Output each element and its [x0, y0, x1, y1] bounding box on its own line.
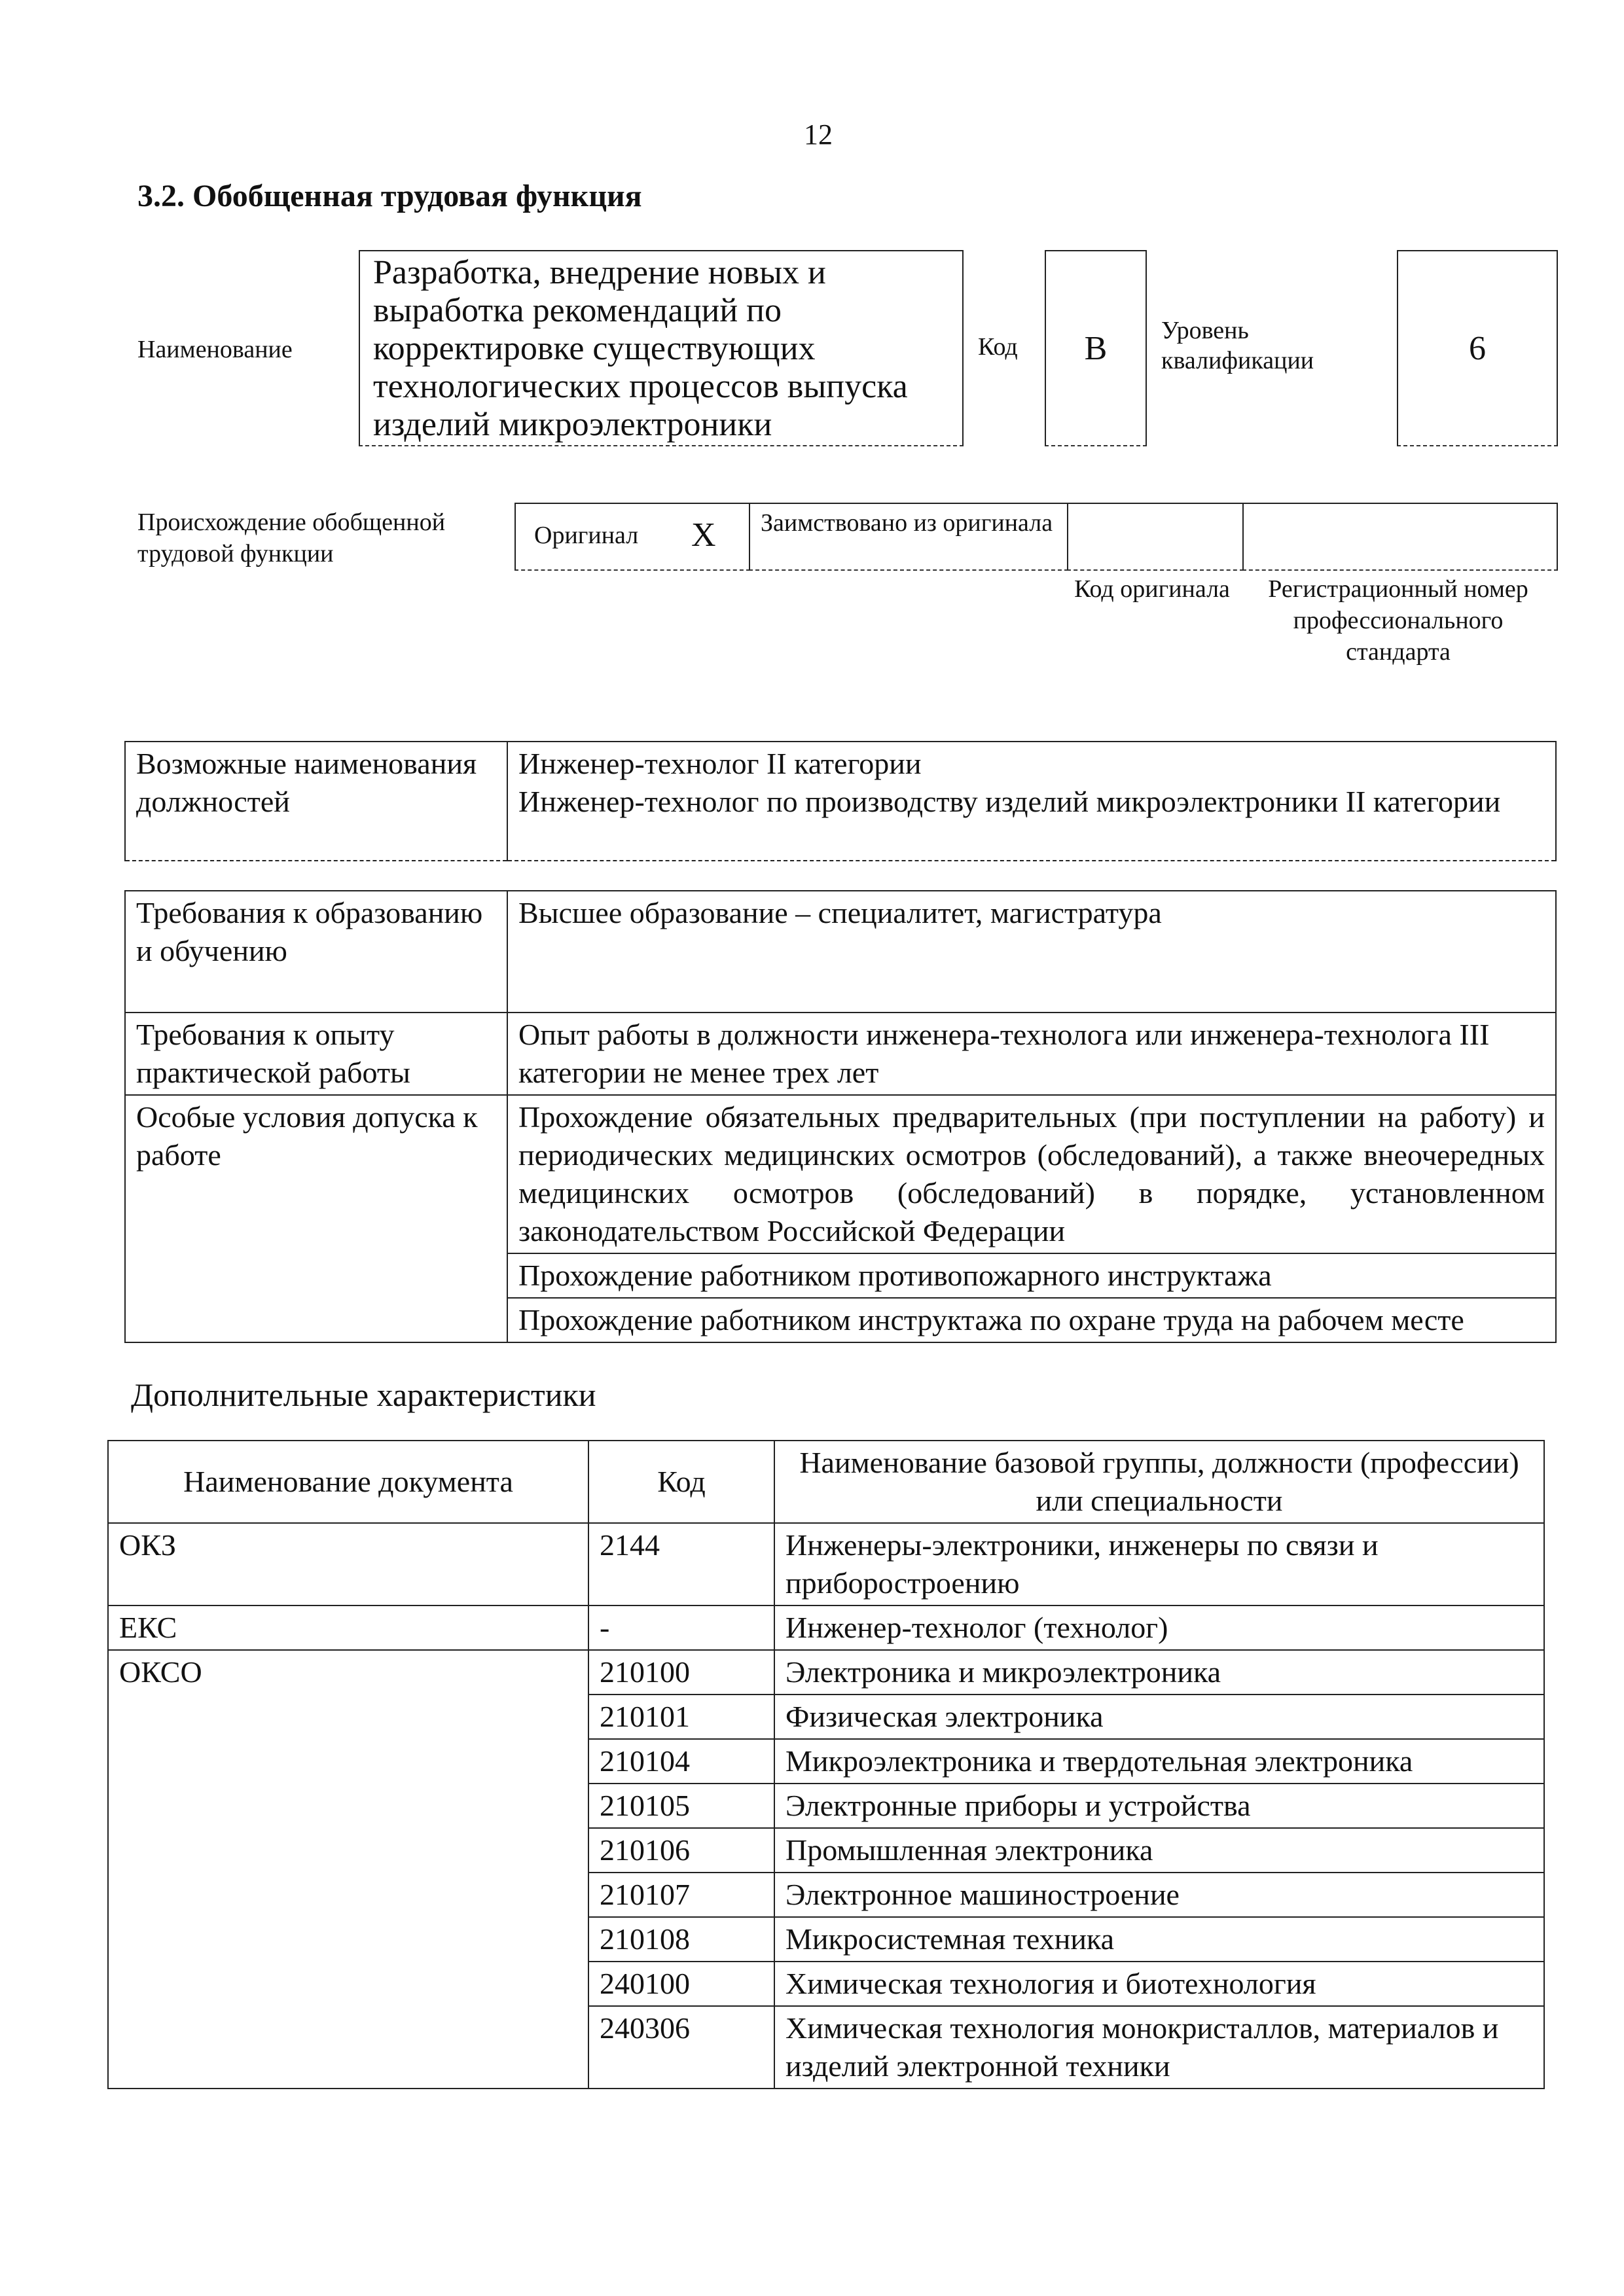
okso-name: Электронное машиностроение — [774, 1873, 1544, 1917]
positions-label: Возможные наименования должностей — [125, 742, 507, 861]
positions-values — [507, 742, 1556, 861]
position-item: Инженер-технолог по производству изделий микроэлектроники II категории — [518, 785, 1501, 818]
original-code-caption: Код оригинала — [1074, 575, 1230, 603]
okso-code: 210106 — [588, 1828, 774, 1873]
page-number: 12 — [804, 118, 833, 151]
header-name: Наименование базовой группы, должности (профессии) или специальности — [774, 1441, 1544, 1523]
okso-name: Физическая электроника — [774, 1695, 1544, 1739]
okso-name: Микросистемная техника — [774, 1917, 1544, 1962]
origin-label: Происхождение обобщенной трудовой функции — [137, 509, 446, 567]
okso-name: Микроэлектроника и твердотельная электроника — [774, 1739, 1544, 1784]
original-mark: X — [691, 516, 716, 554]
condition-item: Прохождение работником противопожарного инструктажа — [507, 1253, 1556, 1298]
okso-code: 240100 — [588, 1962, 774, 2006]
borrowed-label: Заимствовано из оригинала — [749, 503, 1068, 571]
okz-code: 2144 — [588, 1523, 774, 1605]
additional-title: Дополнительные характеристики — [131, 1376, 596, 1413]
header-code: Код — [588, 1441, 774, 1523]
original-code-cell — [1067, 503, 1244, 571]
conditions-label: Особые условия допуска к работе — [125, 1095, 507, 1342]
original-label: Оригинал — [534, 522, 639, 549]
okso-code: 210105 — [588, 1784, 774, 1828]
okso-name: Промышленная электроника — [774, 1828, 1544, 1873]
level-value: 6 — [1397, 250, 1558, 446]
code-value: В — [1045, 250, 1147, 446]
okso-doc: ОКСО — [108, 1650, 588, 2089]
okso-code: 240306 — [588, 2006, 774, 2089]
okz-doc: ОКЗ — [108, 1523, 588, 1605]
eks-name: Инженер-технолог (технолог) — [774, 1605, 1544, 1650]
experience-value: Опыт работы в должности инженера-технолога или инженера-технолога III категории не менее трех лет — [507, 1013, 1556, 1095]
okso-code: 210107 — [588, 1873, 774, 1917]
header-doc: Наименование документа — [108, 1441, 588, 1523]
okso-code: 210101 — [588, 1695, 774, 1739]
okso-code: 210104 — [588, 1739, 774, 1784]
position-item: Инженер-технолог II категории — [518, 747, 922, 780]
code-label: Код — [978, 333, 1018, 361]
name-label: Наименование — [137, 336, 293, 363]
additional-table — [107, 1440, 1545, 2089]
okso-name: Химическая технология и биотехнология — [774, 1962, 1544, 2006]
experience-label: Требования к опыту практической работы — [125, 1013, 507, 1095]
okso-name: Электронные приборы и устройства — [774, 1784, 1544, 1828]
function-name-value: Разработка, внедрение новых и выработка рекомендаций по корректировке существующих технологических процессов выпуска изделий микроэлектроники — [359, 250, 964, 446]
eks-code: - — [588, 1605, 774, 1650]
reg-number-caption: Регистрационный номер профессионального стандарта — [1268, 575, 1528, 666]
condition-item: Прохождение работником инструктажа по охране труда на рабочем месте — [507, 1298, 1556, 1342]
education-value: Высшее образование – специалитет, магистратура — [507, 891, 1556, 1013]
education-label: Требования к образованию и обучению — [125, 891, 507, 1013]
positions-table — [124, 741, 1557, 861]
section-heading: 3.2. Обобщенная трудовая функция — [137, 179, 642, 213]
level-label: Уровень квалификации — [1161, 317, 1314, 374]
okso-name: Химическая технология монокристаллов, материалов и изделий электронной техники — [774, 2006, 1544, 2089]
original-cell — [514, 503, 750, 571]
okz-name: Инженеры-электроники, инженеры по связи и приборостроению — [774, 1523, 1544, 1605]
eks-doc: ЕКС — [108, 1605, 588, 1650]
okso-name: Электроника и микроэлектроника — [774, 1650, 1544, 1695]
requirements-table — [124, 890, 1557, 1343]
okso-code: 210100 — [588, 1650, 774, 1695]
reg-number-cell — [1242, 503, 1558, 571]
condition-item: Прохождение обязательных предварительных (при поступлении на работу) и периодических медицинских осмотров (обследований), а также внеочередных медицинских осмотров (обследований) в порядке, установленном законодательством Российской Федерации — [507, 1095, 1556, 1253]
okso-code: 210108 — [588, 1917, 774, 1962]
